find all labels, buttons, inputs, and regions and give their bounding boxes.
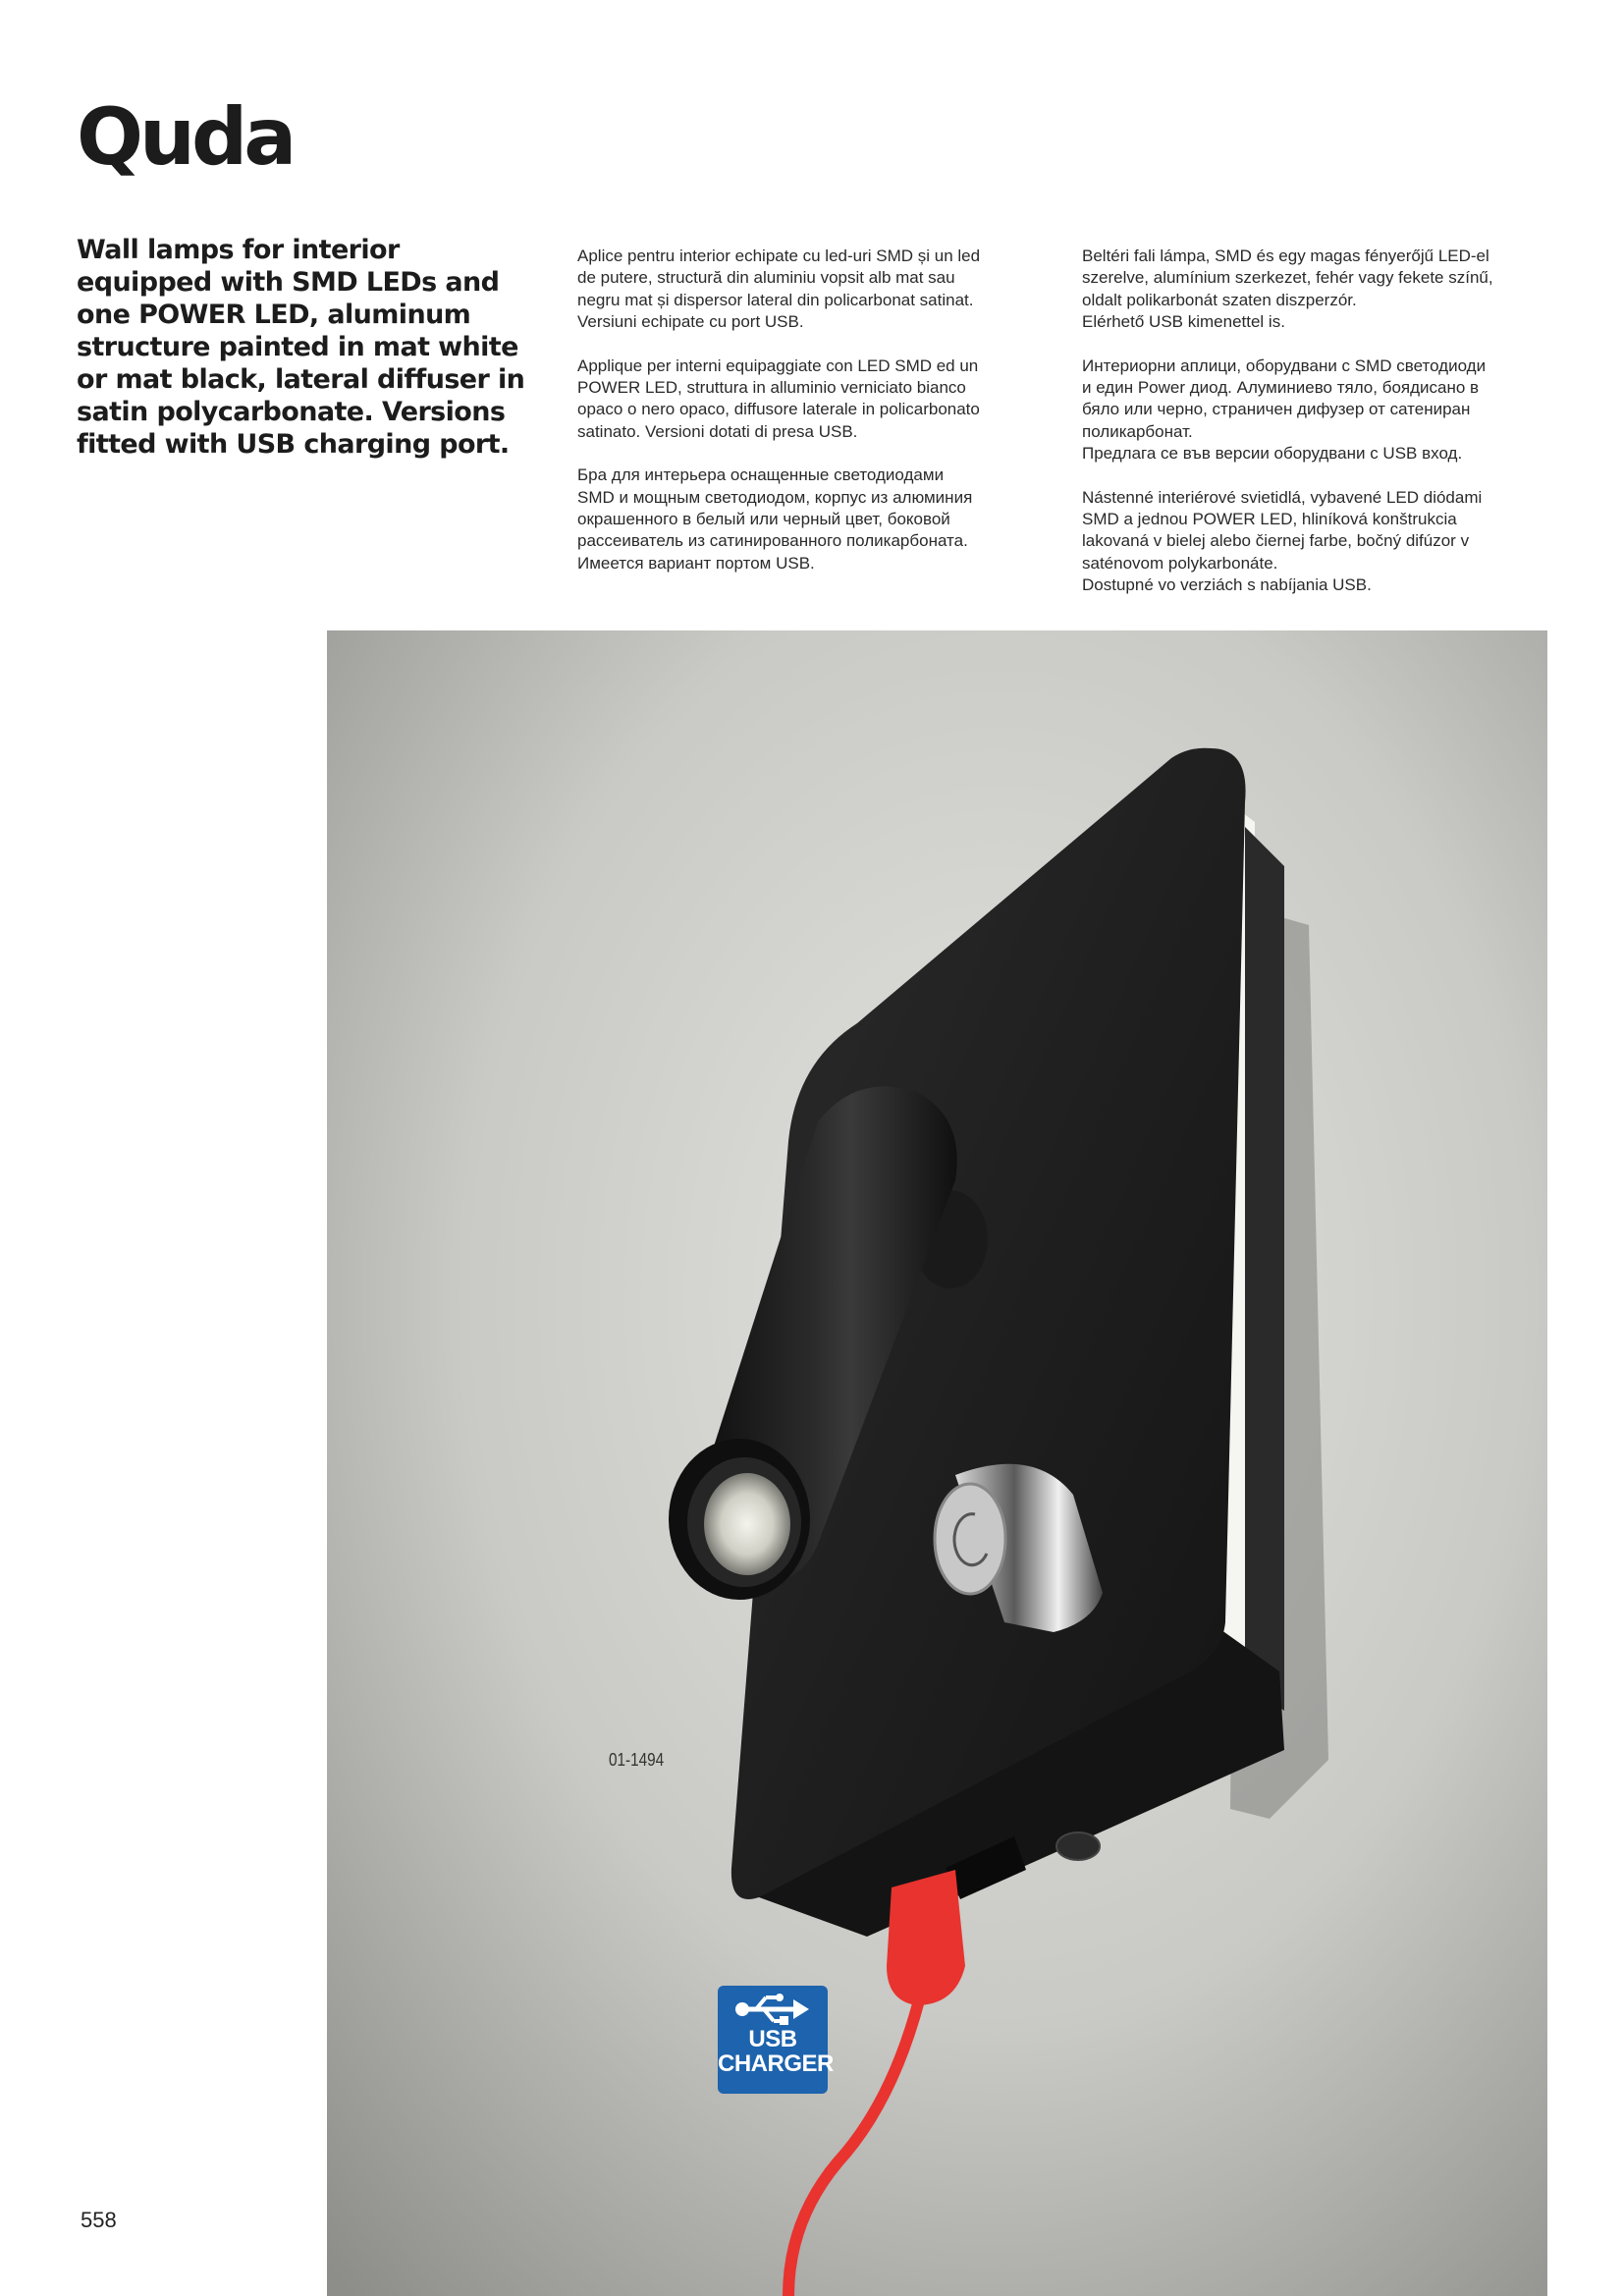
page-number: 558 — [81, 2208, 117, 2232]
wall-lamp-illustration — [327, 630, 1547, 2296]
description-russian: Бра для интерьера оснащенные светодиодами SMD и мощным светодиодом, корпус из алюминия окрашенного в белый или черный цвет, боковой рассеиватель из сатинированного поликарбоната. Имеется вариант портом USB. — [577, 465, 973, 573]
description-italian: Applique per interni equipaggiate con LED SMD ed un POWER LED, struttura in alluminio verniciato bianco opaco o nero opaco, diffusore laterale in policarbonato satinato. Versioni dotati di presa USB. — [577, 355, 980, 441]
usb-badge-line1: USB — [748, 2026, 797, 2052]
description-slovak: Nástenné interiérové svietidlá, vybavené LED diódami SMD a jednou POWER LED, hliníková konštrukcia lakovaná v bielej alebo čiernej farbe, bočný difúzor v saténovom polykarbonáte. Dostupné vo verziách s nabíjania USB. — [1082, 487, 1483, 595]
description-bulgarian: Интериорни аплици, оборудвани с SMD светодиоди и един Power диод. Алуминиево тяло, боядисано в бяло или черно, страничен дифузер от сатениран поликарбонат. Предлага се във версии оборудвани с USB вход. — [1082, 355, 1487, 464]
description-hungarian: Beltéri fali lámpa, SMD és egy magas fényerőjű LED-el szerelve, alumínium szerkezet, fehér vagy fekete színű, oldalt polikarbonát szaten diszperzór. Elérhető USB kimenettel is. — [1082, 246, 1493, 332]
description-romanian: Aplice pentru interior echipate cu led-uri SMD și un led de putere, structură din aluminiu vopsit alb mat sau negru mat și dispersor lateral din policarbonat satinat. Versiuni echipate cu port USB. — [577, 246, 981, 332]
product-code-label: 01-1494 — [609, 1750, 665, 1770]
lead-description: Wall lamps for interior equipped with SMD LEDs and one POWER LED, aluminum structure painted in mat white or mat black, lateral diffuser in satin polycarbonate. Versions fitted with USB charging port. — [77, 235, 525, 460]
usb-charger-badge — [718, 1986, 834, 2094]
description-column-middle — [577, 246, 1049, 596]
usb-icon — [734, 1992, 811, 2027]
page-title: Quda — [77, 91, 294, 183]
product-photo — [327, 630, 1547, 2296]
description-column-right — [1082, 246, 1553, 619]
usb-badge-line2: CHARGER — [718, 2050, 834, 2077]
